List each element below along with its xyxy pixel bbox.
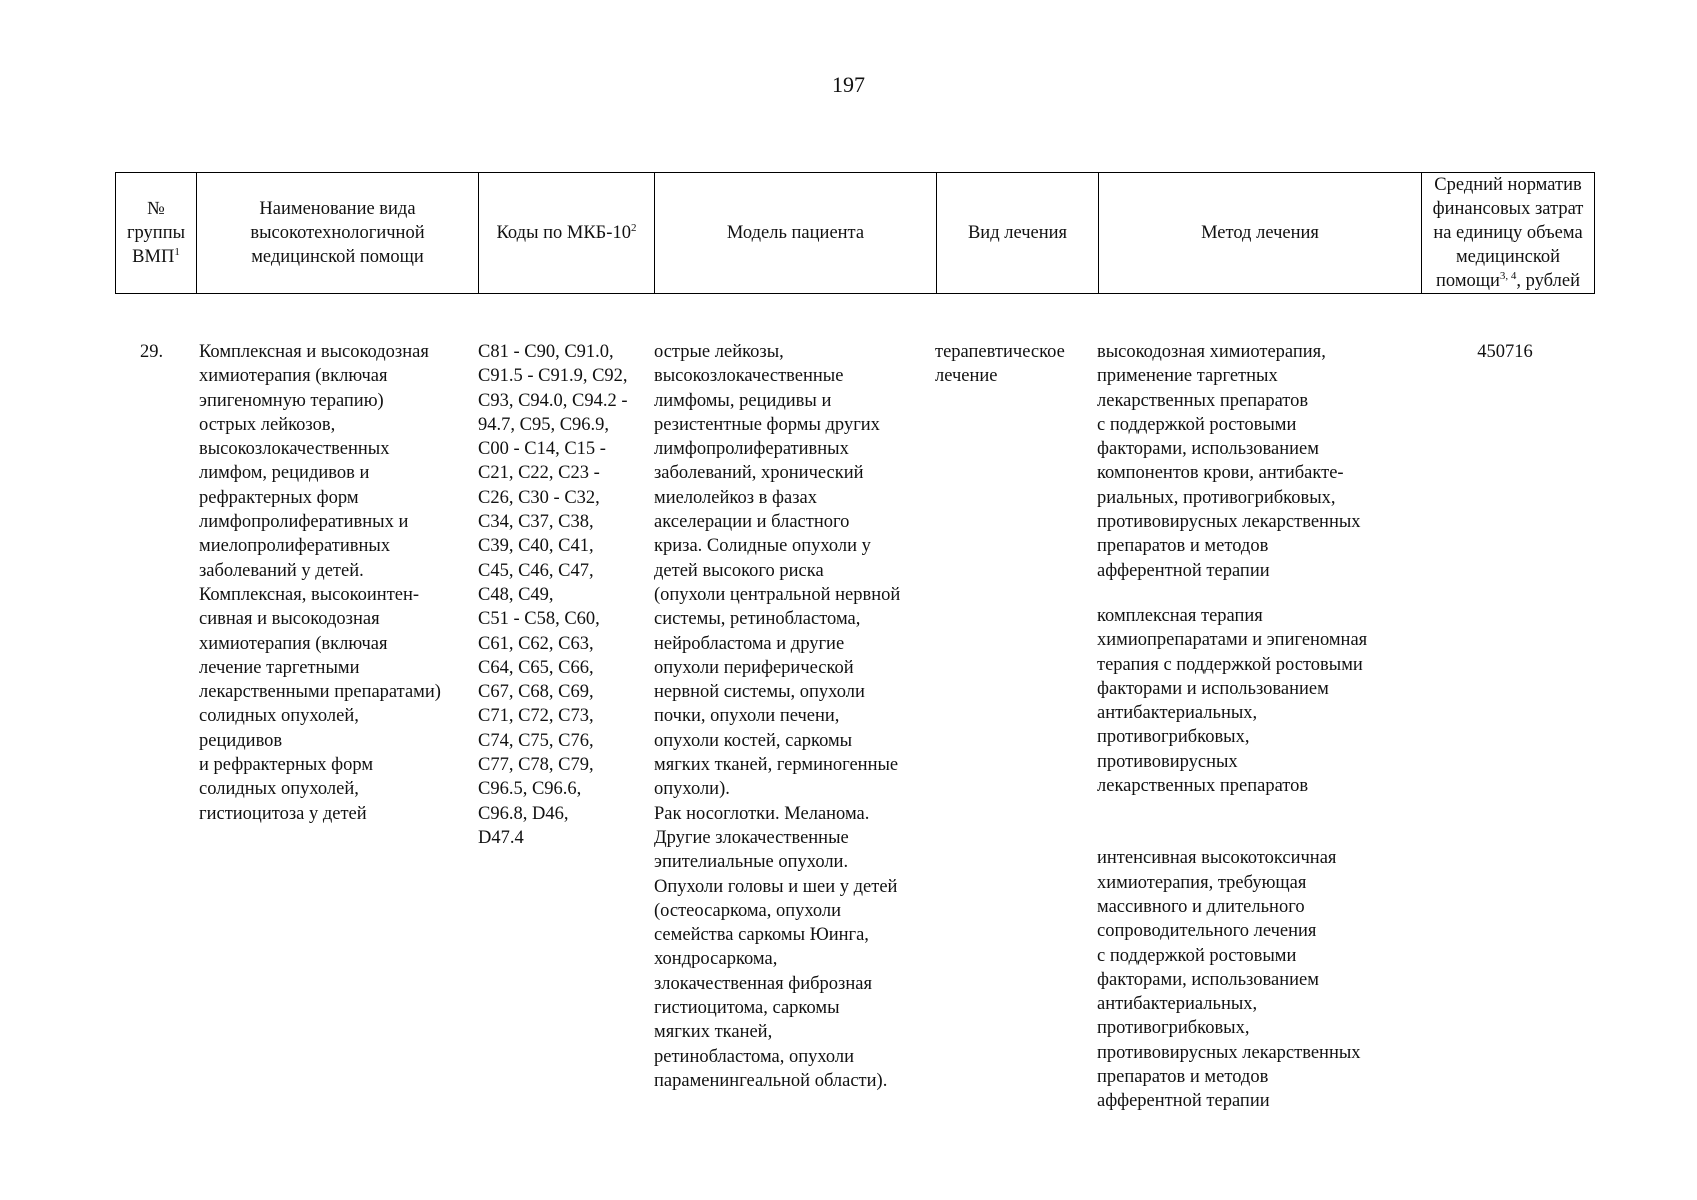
treatment-methods	[1097, 340, 1367, 1135]
text-line: антибактериальных,	[1097, 994, 1258, 1015]
text-line: C34, C37, C38,	[478, 512, 594, 533]
header-care-type-name: Наименование вида высокотехнологичной медицинской помощи	[197, 173, 479, 294]
text-line: хондросаркома,	[654, 949, 778, 970]
text-line: ретинобластома, опухоли	[654, 1046, 855, 1067]
text-line: комплексная терапия	[1097, 605, 1263, 626]
text-line: акселерации и бластного	[654, 512, 850, 533]
text-line: противогрибковых,	[1097, 1018, 1250, 1039]
text-line: противовирусных лекарственных	[1097, 1042, 1361, 1063]
text-line: терапия с поддержкой ростовыми	[1097, 654, 1363, 675]
patient-model	[654, 340, 900, 1093]
header-group-number: № группы ВМП$^1$	[116, 173, 197, 294]
text-line: C21, C22, C23 -	[478, 463, 600, 484]
text-line: (опухоли центральной нервной	[654, 584, 901, 605]
text-line: сопроводительного лечения	[1097, 921, 1317, 942]
text-line: химиопрепаратами и эпигеномная	[1097, 630, 1368, 651]
text-line: C64, C65, C66,	[478, 657, 594, 678]
text-line: солидных опухолей,	[199, 706, 359, 727]
text-line: лекарственных препаратов	[1097, 776, 1309, 797]
text-line: 94.7, C95, C96.9,	[478, 414, 610, 435]
treatment-type	[935, 340, 1065, 389]
treatment-method-2	[1097, 604, 1367, 798]
text-line: эпигеномную терапию)	[199, 390, 384, 411]
text-line: афферентной терапии	[1097, 560, 1270, 581]
cost-value: 450716	[1477, 342, 1533, 362]
text-line: C61, C62, C63,	[478, 633, 594, 654]
text-line: опухоли периферической	[654, 657, 854, 678]
text-line: C00 - C14, C15 -	[478, 439, 606, 460]
text-line: лечение таргетными	[199, 657, 360, 678]
text-line: D47.4	[478, 827, 524, 848]
text-line: терапевтическое	[935, 342, 1065, 362]
text-line: злокачественная фиброзная	[654, 973, 872, 994]
text-line: острые лейкозы,	[654, 342, 784, 362]
text-line: семейства саркомы Юинга,	[654, 925, 869, 946]
text-line: гистиоцитома, саркомы	[654, 998, 840, 1019]
text-line: заболеваний, хронический	[654, 463, 864, 484]
header-patient-model: Модель пациента	[655, 173, 937, 294]
text-line: острых лейкозов,	[199, 414, 336, 435]
text-line: препаратов и методов	[1097, 1067, 1269, 1088]
header-treatment-type: Вид лечения	[937, 173, 1099, 294]
text-line: высокозлокачественные	[654, 366, 844, 387]
text-line: C81 - C90, C91.0,	[478, 342, 614, 362]
text-line: детей высокого риска	[654, 560, 824, 581]
text-line: Комплексная и высокодозная	[199, 342, 429, 362]
text-line: рефрактерных форм	[199, 487, 359, 508]
text-line: рецидивов	[199, 730, 283, 751]
text-line: эпителиальные опухоли.	[654, 852, 849, 873]
text-line: C96.5, C96.6,	[478, 779, 582, 800]
text-line: лимфомы, рецидивы и	[654, 390, 832, 411]
text-line: лимфом, рецидивов и	[199, 463, 370, 484]
text-line: с поддержкой ростовыми	[1097, 414, 1297, 435]
table-header	[115, 172, 1595, 294]
text-line: C39, C40, C41,	[478, 536, 594, 557]
text-line: параменингеальной области).	[654, 1070, 888, 1091]
text-line: почки, опухоли печени,	[654, 706, 840, 727]
text-line: миелопролиферативных	[199, 536, 391, 557]
text-line: массивного и длительного	[1097, 896, 1305, 917]
text-line: риальных, противогрибковых,	[1097, 487, 1336, 508]
text-line: C93, C94.0, C94.2 -	[478, 390, 628, 411]
text-line: афферентной терапии	[1097, 1091, 1270, 1112]
text-line: Рак носоглотки. Меланома.	[654, 803, 870, 824]
header-treatment-method: Метод лечения	[1099, 173, 1422, 294]
text-line: лимфопролиферативных	[654, 439, 849, 460]
text-line: мягких тканей, герминогенные	[654, 755, 899, 776]
text-line: C45, C46, C47,	[478, 560, 594, 581]
header-icd-codes: Коды по МКБ-$10^2$	[479, 173, 655, 294]
text-line: Комплексная, высокоинтен-	[199, 584, 420, 605]
text-line: C77, C78, C79,	[478, 755, 594, 776]
text-line: факторами, использованием	[1097, 969, 1319, 990]
text-line: химиотерапия (включая	[199, 366, 388, 387]
text-line: системы, ретинобластома,	[654, 609, 861, 630]
text-line: препаратов и методов	[1097, 536, 1269, 557]
text-line: солидных опухолей,	[199, 779, 359, 800]
text-line: и рефрактерных форм	[199, 755, 374, 776]
text-line: факторами, использованием	[1097, 439, 1319, 460]
text-line: факторами и использованием	[1097, 678, 1329, 699]
text-line: лекарственными препаратами)	[199, 682, 441, 703]
text-line: компонентов крови, антибакте-	[1097, 463, 1344, 484]
text-line: лекарственных препаратов	[1097, 390, 1309, 411]
text-line: криза. Солидные опухоли у	[654, 536, 871, 557]
text-line: противовирусных лекарственных	[1097, 512, 1361, 533]
text-line: C96.8, D46,	[478, 803, 569, 824]
text-line: резистентные формы других	[654, 414, 880, 435]
text-line: лимфопролиферативных и	[199, 512, 409, 533]
treatment-method-1	[1097, 340, 1367, 583]
icd-codes	[478, 340, 628, 850]
treatment-method-3	[1097, 846, 1367, 1113]
text-line: заболеваний у детей.	[199, 560, 364, 581]
row-number: 29.	[140, 342, 164, 362]
text-line: C51 - C58, C60,	[478, 609, 600, 630]
text-line: опухоли костей, саркомы	[654, 730, 853, 751]
header-cost-standard: Средний норматив финансовых затрат на единицу объема медицинской помощи$^{3, 4}$, рублей	[1422, 173, 1595, 294]
text-line: противогрибковых,	[1097, 727, 1250, 748]
page-number: 197	[832, 72, 865, 97]
text-line: C67, C68, C69,	[478, 682, 594, 703]
text-line: химиотерапия (включая	[199, 633, 388, 654]
text-line: противовирусных	[1097, 751, 1238, 772]
text-line: миелолейкоз в фазах	[654, 487, 817, 508]
text-line: Другие злокачественные	[654, 827, 849, 848]
text-line: высокозлокачественных	[199, 439, 390, 460]
text-line: C74, C75, C76,	[478, 730, 594, 751]
text-line: (остеосаркома, опухоли	[654, 900, 842, 921]
text-line: химиотерапия, требующая	[1097, 872, 1307, 893]
text-line: с поддержкой ростовыми	[1097, 945, 1297, 966]
text-line: сивная и высокодозная	[199, 609, 380, 630]
text-line: высокодозная химиотерапия,	[1097, 342, 1326, 362]
text-line: применение таргетных	[1097, 366, 1278, 387]
text-line: нервной системы, опухоли	[654, 682, 865, 703]
text-line: C48, C49,	[478, 584, 554, 605]
text-line: интенсивная высокотоксичная	[1097, 848, 1337, 869]
text-line: C91.5 - C91.9, C92,	[478, 366, 628, 387]
text-line: Опухоли головы и шеи у детей	[654, 876, 898, 897]
text-line: C26, C30 - C32,	[478, 487, 600, 508]
text-line: гистиоцитоза у детей	[199, 803, 367, 824]
care-type-name	[199, 340, 441, 826]
text-line: опухоли).	[654, 779, 730, 800]
text-line: C71, C72, C73,	[478, 706, 594, 727]
text-line: лечение	[935, 366, 998, 387]
text-line: нейробластома и другие	[654, 633, 845, 654]
text-line: антибактериальных,	[1097, 703, 1258, 724]
text-line: мягких тканей,	[654, 1022, 773, 1043]
